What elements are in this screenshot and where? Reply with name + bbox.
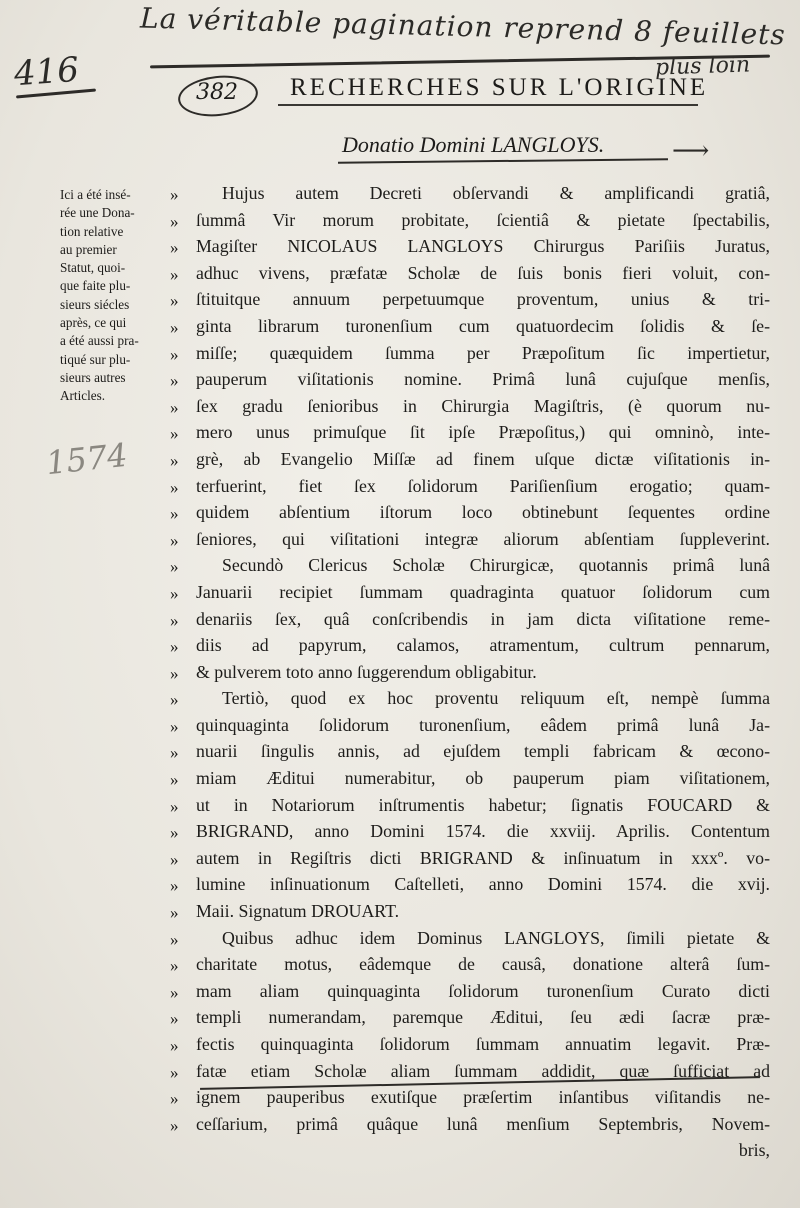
quote-mark: » [170,211,179,231]
text-line: miſſe; quæquidem ſumma per Præpoſitum ſic impertietur, [196,342,770,363]
running-title: RECHERCHES SUR L'ORIGINE [290,74,709,101]
quote-mark: » [170,344,179,364]
quote-mark: » [170,424,179,444]
text-line: quinquaginta ſolidorum turonenſium, eâdem primâ lunâ Ja- [196,714,770,735]
text-line: Quibus adhuc idem Dominus LANGLOYS, ſimili pietate & [222,927,770,948]
quote-mark: » [170,185,179,204]
margin-note-line: Ici a été insé- [60,187,131,202]
text-line: ceſſarium, primâ quâque lunâ menſium Septembris, Novem- [196,1113,770,1134]
quote-mark: » [170,317,179,337]
text-line: autem in Regiſtris dicti BRIGRAND & inſinuatum in xxxº. vo- [196,847,770,868]
quote-mark: » [170,610,179,630]
quote-mark: » [170,371,179,391]
text-line: ſtituitque annuum perpetuumque proventum, unius & tri- [196,289,770,310]
text-line: & pulverem toto anno ſuggerendum obligabitur. [196,661,537,682]
quote-mark: » [170,796,179,816]
quote-mark: » [170,663,179,683]
quote-mark: » [170,849,179,869]
handwritten-pagination-note-continued: plus loin [654,52,751,81]
text-line: BRIGRAND, anno Domini 1574. die xxviij. Aprilis. Contentum [196,821,770,842]
handwritten-date-1574: 1574 [44,435,130,483]
handwritten-folio-number: 416 [12,49,81,95]
quote-mark: » [170,903,179,923]
quote-mark: » [170,982,179,1002]
quote-mark: » [170,1062,179,1082]
quote-mark: » [170,557,179,577]
text-line: charitate motus, eâdemque de causâ, donatione alterâ ſum- [196,954,770,975]
quote-mark: » [170,770,179,790]
section-heading-underline [338,158,668,163]
text-line: bris, [738,1140,770,1161]
text-line: Maii. Signatum DROUART. [196,901,400,922]
quote-mark: » [170,929,179,949]
quote-mark: » [170,238,179,258]
quote-mark: » [170,823,179,843]
text-line: ignem pauperibus exutiſque præſertim inſantibus viſitandis ne- [196,1087,770,1108]
text-line: ginta librarum turonenſium cum quatuordecim ſolidis & ſe- [196,315,770,336]
text-line: grè, ab Evangelio Miſſæ ad finem uſque dictæ viſitationis in- [196,448,770,469]
quote-mark: » [170,1036,179,1055]
text-line: miam Æditui numerabitur, ob pauperum piam viſitationem, [196,768,770,789]
text-line: diis ad papyrum, calamos, atramentum, cultrum pennarum, [196,635,770,656]
text-line: mam aliam quinquaginta ſolidorum turonenſium Curato dicti [196,980,770,1001]
quote-mark: » [170,690,179,710]
margin-note-line: a été aussi pra- [60,333,139,349]
section-heading: Donatio Domini LANGLOYS. [342,132,605,157]
text-line: mero unus primuſque ſit ipſe Præpoſitus,) qui omninò, inte- [196,422,770,443]
quote-mark: » [170,397,179,417]
text-line: ſeniores, qui viſitationi integræ aliorum abſentiam ſuppleverint. [196,528,770,549]
quote-mark: » [170,504,179,524]
quote-mark: » [170,583,179,603]
quote-mark: » [170,743,179,763]
text-line: denariis ſex, quâ conſcribendis in jam dicta viſitatione reme- [196,608,770,629]
arrow-right-icon: ⟶ [672,136,710,166]
quote-mark: » [170,1115,179,1135]
margin-note-line: Articles. [60,388,106,404]
text-line: terfuerint, fiet ſex ſolidorum Pariſienſium erogatio; quam- [196,475,770,496]
text-line: Secundò Clericus Scholæ Chirurgicæ, quotannis primâ lunâ [222,555,770,576]
quote-mark: » [170,716,179,736]
margin-note-line: tion relative [60,223,124,239]
margin-note-line: Statut, quoi- [60,260,126,276]
quote-mark: » [170,1089,179,1109]
text-line: Januarii recipiet ſummam quadraginta quatuor ſolidorum cum [196,581,770,602]
handwritten-pagination-note: La véritable pagination reprend 8 feuillets [139,1,787,52]
margin-note-line: au premier [60,241,117,257]
header-rule [278,104,698,106]
margin-note-line: après, ce qui [60,315,127,331]
quote-mark: » [170,477,179,497]
margin-note-line: sieurs autres [60,369,126,385]
text-line: ſummâ Vir morum probitate, ſcientiâ & pietate ſpectabilis, [196,209,770,230]
text-line: nuarii ſingulis annis, ad ejuſdem templi fabricam & œcono- [196,741,770,762]
text-line: adhuc vivens, præfatæ Scholæ de ſuis bonis fieri voluit, con- [196,262,770,283]
page-number: 382 [196,80,238,105]
quote-mark: » [170,1009,179,1029]
quote-mark: » [170,450,179,470]
margin-note-line: que faite plu- [60,278,131,294]
quote-mark: » [170,530,179,550]
margin-note-line: tiqué sur plu- [60,351,131,367]
quote-mark: » [170,637,179,657]
text-line: quidem abſentium iſtorum loco obtinebunt ſequentes ordine [196,502,770,523]
text-line: templi numerandam, paremque Æditui, ſeu ædi ſacræ præ- [196,1007,770,1028]
quote-mark: » [170,264,179,284]
text-line: ſex gradu ſenioribus in Chirurgia Magiſtris, (è quorum nu- [196,395,770,416]
body-text [196,180,770,1164]
quote-mark: » [170,956,179,976]
margin-note-line: rée une Dona- [60,205,135,221]
text-line: pauperum viſitationis nomine. Primâ lunâ cujuſque menſis, [196,369,770,390]
text-line: fectis quinquaginta ſolidorum ſummam annuatim legavit. Præ- [196,1034,770,1054]
quote-mark: » [170,291,179,311]
text-line: Hujus autem Decreti obſervandi & amplificandi gratiâ, [222,183,770,203]
margin-note [60,186,170,406]
text-line: ut in Notariorum inſtrumentis habetur; ſignatis FOUCARD & [196,794,770,815]
quote-mark: » [170,876,179,896]
text-line: fatæ etiam Scholæ aliam ſummam addidit, quæ ſufficiat ad [196,1060,770,1081]
text-line: Magiſter NICOLAUS LANGLOYS Chirurgus Pariſiis Juratus, [196,236,770,257]
quotation-marks-column [170,182,194,1139]
text-line: lumine inſinuationum Caſtelleti, anno Domini 1574. die xvij. [196,874,770,895]
margin-note-line: sieurs siécles [60,296,130,312]
text-line: Tertiò, quod ex hoc proventu reliquum eſt, nempè ſumma [222,688,770,709]
